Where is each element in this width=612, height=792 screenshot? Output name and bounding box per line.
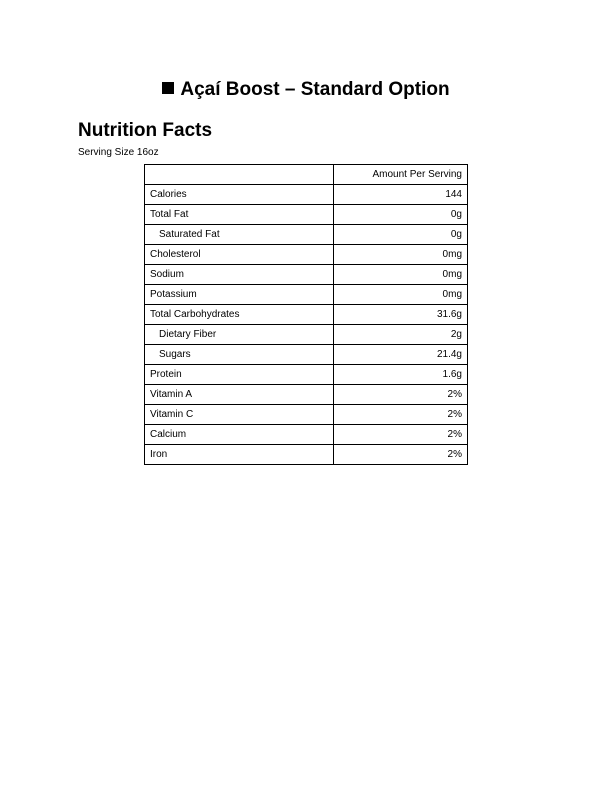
nutrient-amount: 144 xyxy=(334,185,468,205)
table-row xyxy=(145,445,468,465)
nutrient-name: Calcium xyxy=(145,425,334,445)
nutrient-name: Vitamin C xyxy=(145,405,334,425)
amount-per-serving-header: Amount Per Serving xyxy=(334,165,468,185)
nutrient-name: Vitamin A xyxy=(145,385,334,405)
nutrient-amount: 2g xyxy=(334,325,468,345)
nutrient-name: Sugars xyxy=(145,345,334,365)
nutrition-table xyxy=(144,164,468,465)
nutrient-name: Cholesterol xyxy=(145,245,334,265)
page-title xyxy=(0,78,612,102)
table-row xyxy=(145,205,468,225)
nutrient-name: Potassium xyxy=(145,285,334,305)
nutrient-amount: 0mg xyxy=(334,265,468,285)
nutrient-amount: 2% xyxy=(334,425,468,445)
nutrition-facts-title: Nutrition Facts xyxy=(78,120,213,141)
serving-size: Serving Size 16oz xyxy=(78,147,159,158)
nutrient-amount: 2% xyxy=(334,445,468,465)
table-row xyxy=(145,285,468,305)
table-row xyxy=(145,365,468,385)
nutrient-amount: 21.4g xyxy=(334,345,468,365)
nutrient-amount: 0mg xyxy=(334,245,468,265)
table-row xyxy=(145,305,468,325)
nutrient-amount: 2% xyxy=(334,385,468,405)
table-row xyxy=(145,185,468,205)
nutrient-name: Protein xyxy=(145,365,334,385)
nutrient-name: Iron xyxy=(145,445,334,465)
nutrient-name: Dietary Fiber xyxy=(145,325,334,345)
nutrient-name: Sodium xyxy=(145,265,334,285)
table-row xyxy=(145,245,468,265)
page-title-text: Açaí Boost – Standard Option xyxy=(180,79,450,100)
nutrient-name: Saturated Fat xyxy=(145,225,334,245)
header-blank-cell xyxy=(145,165,334,185)
table-row xyxy=(145,265,468,285)
nutrient-amount: 2% xyxy=(334,405,468,425)
nutrient-amount: 31.6g xyxy=(334,305,468,325)
nutrient-name: Calories xyxy=(145,185,334,205)
nutrient-amount: 1.6g xyxy=(334,365,468,385)
table-row xyxy=(145,385,468,405)
table-row xyxy=(145,345,468,365)
table-header-row xyxy=(145,165,468,185)
nutrient-amount: 0g xyxy=(334,205,468,225)
table-row xyxy=(145,425,468,445)
nutrient-amount: 0mg xyxy=(334,285,468,305)
nutrient-name: Total Fat xyxy=(145,205,334,225)
nutrient-name: Total Carbohydrates xyxy=(145,305,334,325)
table-row xyxy=(145,405,468,425)
table-row xyxy=(145,325,468,345)
table-row xyxy=(145,225,468,245)
square-bullet-icon xyxy=(162,82,174,94)
nutrient-amount: 0g xyxy=(334,225,468,245)
